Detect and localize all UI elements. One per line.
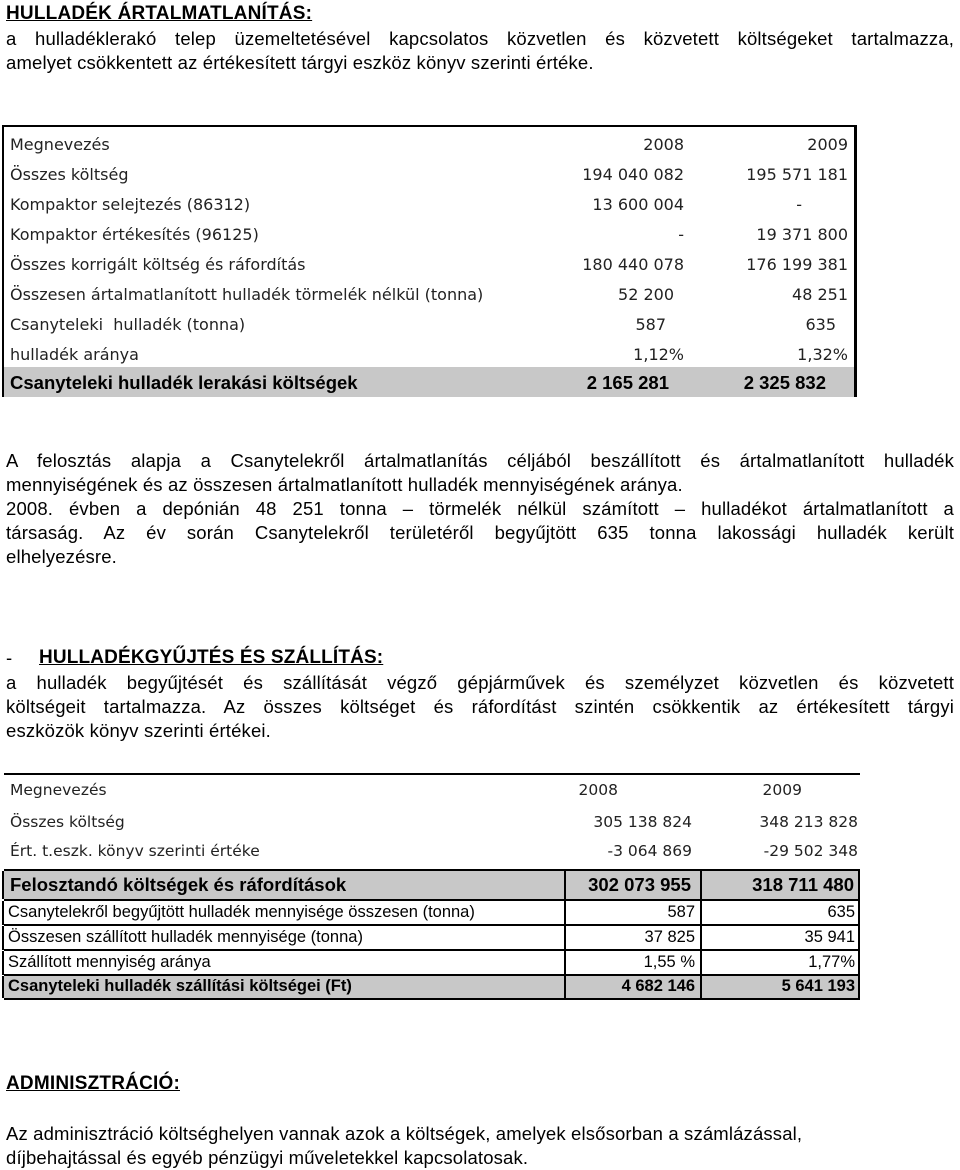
row-value-2009: 318 711 480 [752, 874, 854, 895]
section-heading-hulladekgyujtes: HULLADÉKGYŰJTÉS ÉS SZÁLLÍTÁS: [39, 647, 384, 668]
table-row [4, 159, 854, 189]
row-value-2009: 635 [805, 315, 836, 334]
row-value-2008: 52 200 [618, 285, 674, 304]
total-label: Csanyteleki hulladék szállítási költségei (Ft) [8, 977, 352, 995]
row-value-2008: 180 440 078 [582, 255, 684, 274]
row-value-2009: 195 571 181 [746, 165, 848, 184]
column-divider [700, 901, 702, 925]
header-cell-2008: 2008 [643, 135, 684, 154]
total-value-2009: 2 325 832 [743, 372, 826, 393]
total-value-2008: 2 165 281 [586, 372, 669, 393]
table-header-row [2, 775, 860, 805]
row-label: Összes költség [10, 813, 125, 831]
paragraph-line: a hulladéklerakó telep üzemeltetésével kapcsolatos közvetlen és közvetett költségeket tartalmazza, [6, 28, 954, 49]
row-value-2008: 194 040 082 [582, 165, 684, 184]
table-bottom-rule [4, 998, 860, 1000]
paragraph-line: a hulladék begyűjtését és szállítását végző gépjárművek és személyzet közvetlen és közvetett [6, 672, 954, 693]
paragraph-line: 2008. évben a depónián 48 251 tonna – törmelék nélkül számított – hulladékot ártalmatlanított a [6, 498, 954, 519]
paragraph-line: költségeit tartalmazza. Az összes költséget és ráfordítást szintén csökkentik az értékesített tárgyi [6, 696, 954, 717]
paragraph-line: Az adminisztráció költséghelyen vannak azok a költségek, amelyek elsősorban a számlázással, [6, 1123, 803, 1144]
section1-paragraph [6, 449, 954, 569]
row-label: Szállított mennyiség aránya [8, 953, 211, 971]
table-row [4, 219, 854, 249]
row-label: Csanytelekről begyűjtött hulladék mennyisége összesen (tonna) [8, 903, 475, 921]
section2-heading-line [6, 646, 954, 670]
table-row [4, 249, 854, 279]
row-value-2008: - [678, 225, 684, 244]
row-value-2008: 587 [635, 315, 666, 334]
header-cell-2008: 2008 [578, 781, 618, 799]
row-value-2008: 37 825 [644, 928, 695, 946]
table-row [4, 189, 854, 219]
paragraph-line: díjbehajtással és egyéb pénzügyi műveletekkel kapcsolatosak. [6, 1147, 529, 1168]
total-value-2008: 4 682 146 [621, 977, 695, 995]
paragraph-line: amelyet csökkentett az értékesített tárgyi eszköz könyv szerinti értéke. [6, 52, 594, 73]
column-divider [564, 976, 566, 998]
table-row [4, 279, 854, 309]
row-label: Összes korrigált költség és ráfordítás [10, 255, 306, 274]
allocated-costs-row [2, 871, 860, 899]
table-total-row [2, 976, 860, 998]
row-label: Kompaktor selejtezés (86312) [10, 195, 251, 214]
row-value-2008: 1,12% [633, 345, 684, 364]
header-cell-2009: 2009 [762, 781, 802, 799]
column-divider [564, 926, 566, 950]
column-divider [564, 901, 566, 925]
row-value-2009: 1,77% [808, 953, 855, 971]
row-value-2009: - [796, 195, 802, 214]
paragraph-line: elhelyezésre. [6, 546, 117, 567]
table-row [2, 901, 860, 925]
row-label: Kompaktor értékesítés (96125) [10, 225, 259, 244]
section2-paragraph [6, 671, 954, 743]
row-value-2009: 19 371 800 [756, 225, 848, 244]
row-label: Csanyteleki hulladék (tonna) [10, 315, 246, 334]
row-value-2009: 35 941 [804, 928, 855, 946]
column-divider [564, 951, 566, 975]
row-value-2008: 1,55 % [643, 953, 695, 971]
row-label: hulladék aránya [10, 345, 139, 364]
paragraph-line: eszközök könyv szerinti értékei. [6, 720, 271, 741]
row-value-2009: 1,32% [797, 345, 848, 364]
row-label: Összesen ártalmatlanított hulladék törmelék nélkül (tonna) [10, 285, 484, 304]
paragraph-line: A felosztás alapja a Csanytelekről ártalmatlanítás céljából beszállított és ártalmatlanított hulladék [6, 450, 954, 471]
table-row [4, 309, 854, 339]
column-divider [700, 926, 702, 950]
row-value-2008: 13 600 004 [592, 195, 684, 214]
row-value-2008: 302 073 955 [588, 874, 691, 895]
column-divider [700, 976, 702, 998]
row-label: Felosztandó költségek és ráfordítások [10, 874, 347, 895]
row-label: Összes költség [10, 165, 129, 184]
collection-cost-table [2, 773, 860, 995]
column-divider [700, 951, 702, 975]
row-label: Ért. t.eszk. könyv szerinti értéke [10, 842, 260, 860]
paragraph-line: mennyiségének és az összesen ártalmatlanított hulladék mennyiségének aránya. [6, 474, 683, 495]
total-value-2009: 5 641 193 [781, 977, 855, 995]
column-divider [700, 871, 702, 899]
row-value-2009: 348 213 828 [759, 813, 858, 831]
section-heading-hulladek-artalmatlanitas: HULLADÉK ÁRTALMATLANÍTÁS: [6, 3, 313, 24]
row-value-2009: 48 251 [792, 285, 848, 304]
row-value-2008: 305 138 824 [593, 813, 692, 831]
column-divider [564, 871, 566, 899]
list-dash: - [6, 647, 13, 668]
table-row [2, 926, 860, 950]
header-cell-name: Megnevezés [10, 135, 110, 154]
table-row [2, 807, 860, 837]
table-row [4, 339, 854, 369]
row-label: Összesen szállított hulladék mennyisége (tonna) [8, 928, 363, 946]
table-row [2, 836, 860, 866]
table-row [2, 951, 860, 975]
disposal-cost-table [2, 125, 857, 397]
table-header-row [4, 129, 854, 159]
paragraph-line: társaság. Az év során Csanytelekről területéről begyűjtött 635 tonna lakossági hulladék került [6, 522, 954, 543]
total-label: Csanyteleki hulladék lerakási költségek [10, 372, 358, 393]
table-total-row [4, 367, 854, 397]
section-heading-adminisztracio: ADMINISZTRÁCIÓ: [6, 1073, 180, 1094]
section1-intro [6, 27, 954, 75]
section3-paragraph [6, 1122, 954, 1170]
row-value-2009: -29 502 348 [763, 842, 858, 860]
header-cell-2009: 2009 [807, 135, 848, 154]
row-value-2008: 587 [667, 903, 695, 921]
row-value-2009: 635 [827, 903, 855, 921]
row-value-2008: -3 064 869 [607, 842, 692, 860]
row-value-2009: 176 199 381 [746, 255, 848, 274]
header-cell-name: Megnevezés [10, 781, 107, 799]
